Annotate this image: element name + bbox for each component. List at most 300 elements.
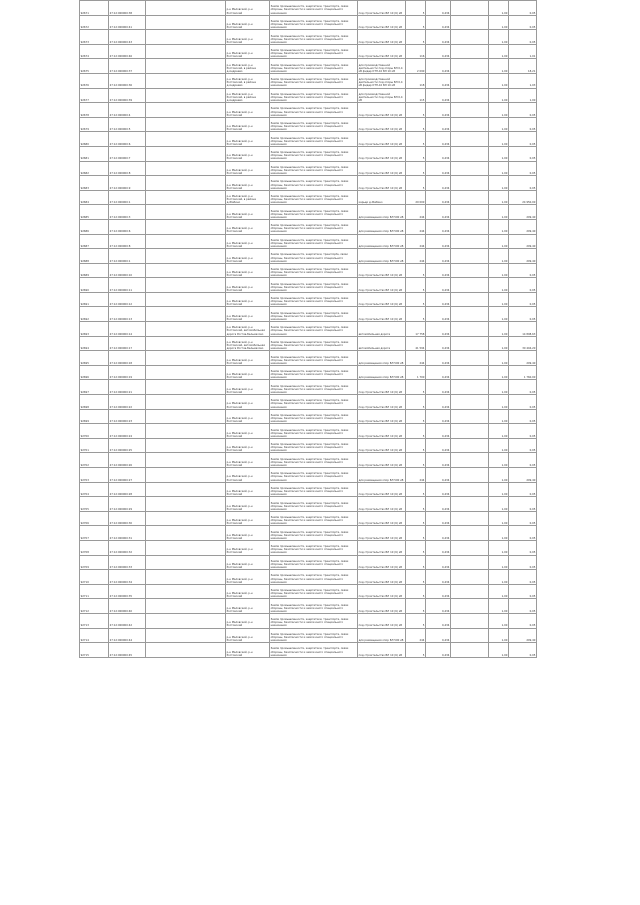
spacer-cell	[146, 409, 226, 424]
total-cell: 1 760,00	[509, 365, 537, 380]
value-cell	[451, 613, 489, 628]
area-cell: 5	[406, 103, 426, 118]
spacer-cell	[146, 336, 226, 351]
area-cell: 5	[406, 1, 426, 16]
area-cell: 244	[406, 219, 426, 234]
total-cell: 24 950,00	[509, 190, 537, 205]
district-cell: р-н Маловский, р-н Ростовский	[226, 161, 270, 176]
value-cell	[451, 132, 489, 147]
district-cell: р-н Маловский, р-н Ростовский, в районе д.Жабино	[226, 190, 270, 205]
area-cell: 1 700	[406, 365, 426, 380]
coefficient-cell: 1,00	[489, 555, 509, 570]
value-cell	[451, 380, 489, 395]
value-cell	[451, 278, 489, 293]
land-category-cell: Земли промышленности, энергетики, транспорта, связи обороны, безопасности и земли иного специального назначения	[270, 409, 358, 424]
district-cell: р-н Маловский, р-н Ростовский	[226, 103, 270, 118]
permitted-use-cell: под строительство ВЛ 10 (6) кВ	[358, 132, 406, 147]
rate-cell: 0,434	[426, 322, 451, 337]
value-cell	[451, 628, 489, 643]
coefficient-cell: 1,00	[489, 643, 509, 658]
cadastral-code-cell: 27:12:000000:29	[109, 497, 146, 512]
permitted-use-cell: для размещения опор ВЛ 500 кВ	[358, 249, 406, 264]
district-cell: р-н Маловский, р-н Ростовский	[226, 278, 270, 293]
rate-cell: 0,434	[426, 409, 451, 424]
total-cell: 0,05	[509, 409, 537, 424]
value-cell	[451, 249, 489, 264]
district-cell: р-н Маловский, р-н Ростовский	[226, 497, 270, 512]
land-category-cell: Земли промышленности, энергетики, транспорта, связи обороны, безопасности и земли иного специального назначения	[270, 88, 358, 103]
coefficient-cell: 1,00	[489, 15, 509, 30]
coefficient-cell: 1,00	[489, 44, 509, 59]
permitted-use-cell: под строительство ВЛ 10 (6) кВ	[358, 15, 406, 30]
spacer-cell	[146, 249, 226, 264]
coefficient-cell: 1,00	[489, 409, 509, 424]
row-number-cell: 92714	[80, 628, 109, 643]
land-category-cell: Земли промышленности, энергетики, транспорта, связи обороны, безопасности и земли иного специального назначения	[270, 161, 358, 176]
area-cell: 244	[406, 468, 426, 483]
permitted-use-cell: под строительство ВЛ 10 (6) кВ	[358, 292, 406, 307]
land-category-cell: Земли промышленности, энергетики, транспорта, связи обороны, безопасности и земли иного специального назначения	[270, 526, 358, 541]
total-cell: 1,00	[509, 88, 537, 103]
cadastral-code-cell: 27:12:000000:4	[109, 103, 146, 118]
area-cell: 5	[406, 613, 426, 628]
cadastral-code-cell: 27:12:000000:36	[109, 73, 146, 88]
permitted-use-cell: под строительство ВЛ 10 (6) кВ	[358, 555, 406, 570]
area-cell: 5	[406, 526, 426, 541]
cadastral-code-cell: 27:12:000000:6	[109, 219, 146, 234]
table-row	[80, 249, 537, 264]
table-row	[80, 205, 537, 220]
rate-cell: 0,434	[426, 540, 451, 555]
table-row	[80, 307, 537, 322]
value-cell	[451, 30, 489, 45]
spacer-cell	[146, 380, 226, 395]
table-row	[80, 278, 537, 293]
cadastral-code-cell: 27:12:000000:13	[109, 307, 146, 322]
district-cell: р-н Маловский, р-н Ростовский	[226, 30, 270, 45]
permitted-use-cell: под строительство ВЛ 10 (6) кВ	[358, 643, 406, 658]
value-cell	[451, 351, 489, 366]
land-category-cell: Земли промышленности, энергетики, транспорта, связи обороны, безопасности и земли иного специального назначения	[270, 278, 358, 293]
row-number-cell: 92673	[80, 30, 109, 45]
area-cell: 5	[406, 424, 426, 439]
area-cell: 5	[406, 643, 426, 658]
rate-cell: 0,434	[426, 190, 451, 205]
permitted-use-cell: карьер д.Жабино	[358, 190, 406, 205]
row-number-cell: 92696	[80, 365, 109, 380]
value-cell	[451, 146, 489, 161]
spacer-cell	[146, 424, 226, 439]
coefficient-cell: 1,00	[489, 322, 509, 337]
rate-cell: 0,434	[426, 30, 451, 45]
land-category-cell: Земли промышленности, энергетики, транспорта, связи обороны, безопасности и земли иного специального назначения	[270, 103, 358, 118]
area-cell: 244	[406, 234, 426, 249]
area-cell: 5	[406, 570, 426, 585]
land-category-cell: Земли промышленности, энергетики, транспорта, связи обороны, безопасности и земли иного специального назначения	[270, 540, 358, 555]
land-category-cell: Земли промышленности, энергетики, транспорта, связи обороны, безопасности и земли иного специального назначения	[270, 438, 358, 453]
total-cell: 0,05	[509, 613, 537, 628]
coefficient-cell: 1,00	[489, 336, 509, 351]
permitted-use-cell: автомобильная дорога	[358, 336, 406, 351]
value-cell	[451, 643, 489, 658]
cadastral-code-cell: 27:12:000000:38	[109, 1, 146, 16]
spacer-cell	[146, 132, 226, 147]
rate-cell: 0,434	[426, 59, 451, 74]
table-row	[80, 117, 537, 132]
spacer-cell	[146, 176, 226, 191]
area-cell: 244	[406, 205, 426, 220]
spacer-cell	[146, 219, 226, 234]
cadastral-code-cell: 27:12:000000:34	[109, 570, 146, 585]
area-cell: 29 000	[406, 190, 426, 205]
row-number-cell: 92704	[80, 482, 109, 497]
area-cell: 5	[406, 540, 426, 555]
cadastral-code-cell: 27:12:000000:10	[109, 263, 146, 278]
area-cell: 244	[406, 351, 426, 366]
total-cell: 0,05	[509, 15, 537, 30]
land-category-cell: Земли промышленности, энергетики, транспорта, связи обороны, безопасности и земли иного специального назначения	[270, 511, 358, 526]
district-cell: р-н Маловский, р-н Ростовский	[226, 234, 270, 249]
area-cell: 5	[406, 278, 426, 293]
table-row	[80, 234, 537, 249]
row-number-cell: 92708	[80, 540, 109, 555]
rate-cell: 0,434	[426, 117, 451, 132]
rate-cell: 0,434	[426, 584, 451, 599]
cadastral-code-cell: 27:12:000000:23	[109, 409, 146, 424]
table-row	[80, 88, 537, 103]
land-category-cell: Земли промышленности, энергетики, транспорta, связи обороны, безопасности и земли иного специального назначения	[270, 249, 358, 264]
total-cell: 209,40	[509, 219, 537, 234]
coefficient-cell: 1,00	[489, 599, 509, 614]
spacer-cell	[146, 453, 226, 468]
value-cell	[451, 176, 489, 191]
row-number-cell: 92691	[80, 292, 109, 307]
cadastral-code-cell: 27:12:000000:42	[109, 613, 146, 628]
spacer-cell	[146, 351, 226, 366]
land-category-cell: Земли промышленности, энергетики, транспорта, связи обороны, безопасности и земли иного специального назначения	[270, 234, 358, 249]
district-cell: р-н Маловский, р-н Ростовский, в районе д.Андреево	[226, 59, 270, 74]
total-cell: 0,05	[509, 555, 537, 570]
spacer-cell	[146, 205, 226, 220]
coefficient-cell: 1,00	[489, 88, 509, 103]
spacer-cell	[146, 438, 226, 453]
district-cell: р-н Маловский, р-н Ростовский	[226, 132, 270, 147]
row-number-cell: 92676	[80, 73, 109, 88]
permitted-use-cell: под строительство ВЛ 10 (6) кВ	[358, 278, 406, 293]
row-number-cell: 92701	[80, 438, 109, 453]
table-row	[80, 219, 537, 234]
district-cell: р-н Маловский, р-н Ростовский	[226, 613, 270, 628]
coefficient-cell: 1,00	[489, 205, 509, 220]
total-cell: 0,05	[509, 161, 537, 176]
coefficient-cell: 1,00	[489, 161, 509, 176]
rate-cell: 0,434	[426, 424, 451, 439]
spacer-cell	[146, 643, 226, 658]
total-cell: 0,05	[509, 146, 537, 161]
row-number-cell: 92671	[80, 1, 109, 16]
spacer-cell	[146, 190, 226, 205]
table-row	[80, 322, 537, 337]
value-cell	[451, 482, 489, 497]
coefficient-cell: 1,00	[489, 292, 509, 307]
permitted-use-cell: под строительство ВЛ 10 (6) кВ	[358, 307, 406, 322]
land-category-cell: Земли промышленности, энергетики, транспорта, связи обороны, безопасности и земли иного специального назначения	[270, 497, 358, 512]
cadastral-code-cell: 27:12:000000:17	[109, 336, 146, 351]
row-number-cell: 92705	[80, 497, 109, 512]
rate-cell: 0,434	[426, 249, 451, 264]
table-row	[80, 263, 537, 278]
table-row	[80, 30, 537, 45]
table-row	[80, 409, 537, 424]
cadastral-code-cell: 27:12:000000:12	[109, 292, 146, 307]
table-row	[80, 380, 537, 395]
value-cell	[451, 190, 489, 205]
area-cell: 115	[406, 88, 426, 103]
spacer-cell	[146, 322, 226, 337]
total-cell: 0,05	[509, 30, 537, 45]
district-cell: р-н Маловский, р-н Ростовский	[226, 511, 270, 526]
coefficient-cell: 1,00	[489, 438, 509, 453]
table-row	[80, 59, 537, 74]
spacer-cell	[146, 540, 226, 555]
land-category-cell: Земли промышленности, энергетики, транспорта, связи обороны, безопасности и земли иного специального назначения	[270, 190, 358, 205]
spacer-cell	[146, 365, 226, 380]
cadastral-code-cell: 27:12:000000:6	[109, 132, 146, 147]
spacer-cell	[146, 395, 226, 410]
area-cell: 5	[406, 161, 426, 176]
cadastral-code-cell: 27:12:000000:22	[109, 395, 146, 410]
rate-cell: 0,434	[426, 365, 451, 380]
cadastral-code-cell: 27:12:000000:30	[109, 511, 146, 526]
row-number-cell: 92710	[80, 570, 109, 585]
coefficient-cell: 1,00	[489, 526, 509, 541]
permitted-use-cell: под строительство ВЛ 10 (6) кВ	[358, 146, 406, 161]
table-row	[80, 190, 537, 205]
cadastral-code-cell: 27:12:000000:28	[109, 482, 146, 497]
table-row	[80, 1, 537, 16]
land-category-cell: Земли промышленности, энергетики, транспорта, связи обороны, безопасности и земли иного специального назначения	[270, 176, 358, 191]
permitted-use-cell: для размещения опор ВЛ 500 кВ	[358, 205, 406, 220]
district-cell: р-н Маловский, р-н Ростовский	[226, 453, 270, 468]
total-cell: 0,05	[509, 176, 537, 191]
table-row	[80, 497, 537, 512]
spacer-cell	[146, 278, 226, 293]
table-row	[80, 365, 537, 380]
cadastral-code-cell: 27:12:000000:45	[109, 643, 146, 658]
total-cell: 0,05	[509, 103, 537, 118]
rate-cell: 0,434	[426, 468, 451, 483]
coefficient-cell: 1,00	[489, 278, 509, 293]
area-cell: 17 758	[406, 322, 426, 337]
cadastral-code-cell: 27:12:000000:44	[109, 628, 146, 643]
row-number-cell: 92702	[80, 453, 109, 468]
cadastral-code-cell: 27:12:000000:1	[109, 190, 146, 205]
area-cell: 244	[406, 628, 426, 643]
district-cell: р-н Маловский, р-н Ростовский	[226, 643, 270, 658]
coefficient-cell: 1,00	[489, 103, 509, 118]
table-row	[80, 584, 537, 599]
coefficient-cell: 1,00	[489, 190, 509, 205]
table-row	[80, 395, 537, 410]
row-number-cell: 92695	[80, 351, 109, 366]
coefficient-cell: 1,00	[489, 424, 509, 439]
land-category-cell: Земли промышленности, энергетики, транспорта, связи обороны, безопасности и земли иного специального назначения	[270, 44, 358, 59]
spacer-cell	[146, 73, 226, 88]
spacer-cell	[146, 117, 226, 132]
permitted-use-cell: под строительство ВЛ 10 (6) кВ	[358, 395, 406, 410]
land-category-cell: Земли промышленности, энергетики, транспорта, связи обороны, безопасности и земли иного специального назначения	[270, 351, 358, 366]
area-cell: 5	[406, 497, 426, 512]
area-cell: 5	[406, 380, 426, 395]
row-number-cell: 92672	[80, 15, 109, 30]
coefficient-cell: 1,00	[489, 453, 509, 468]
total-cell: 30 404,20	[509, 336, 537, 351]
district-cell: р-н Маловский, р-н Ростовский	[226, 570, 270, 585]
coefficient-cell: 1,00	[489, 176, 509, 191]
rate-cell: 0,434	[426, 438, 451, 453]
total-cell: 1,01	[509, 44, 537, 59]
district-cell: р-н Маловский, р-н Ростовский	[226, 555, 270, 570]
total-cell: 0,05	[509, 511, 537, 526]
row-number-cell: 92694	[80, 336, 109, 351]
district-cell: р-н Маловский, р-н Ростовский	[226, 1, 270, 16]
value-cell	[451, 73, 489, 88]
total-cell: 0,05	[509, 292, 537, 307]
value-cell	[451, 44, 489, 59]
coefficient-cell: 1,00	[489, 234, 509, 249]
rate-cell: 0,434	[426, 497, 451, 512]
area-cell: 5	[406, 482, 426, 497]
spacer-cell	[146, 628, 226, 643]
total-cell: 0,05	[509, 453, 537, 468]
total-cell: 209,40	[509, 249, 537, 264]
value-cell	[451, 365, 489, 380]
row-number-cell: 92678	[80, 103, 109, 118]
land-category-cell: Земли промышленности, энергетики, транспорта, связи обороны, безопасности и земли иного специального назначения	[270, 322, 358, 337]
cadastral-code-cell: 27:12:000000:35	[109, 584, 146, 599]
land-category-cell: Земли промышленности, энергетики, транспорта, связи обороны, безопасности и земли иного специального назначения	[270, 1, 358, 16]
area-cell: 5	[406, 292, 426, 307]
cadastral-code-cell: 27:12:000000:8	[109, 161, 146, 176]
permitted-use-cell: для производственной деятельности под опоры ВЛ 0,4 кВ фидер КТП-10 ВЛ 10 кВ	[358, 59, 406, 74]
cadastral-code-cell: 27:12:000000:21	[109, 380, 146, 395]
district-cell: р-н Маловский, р-н Ростовский	[226, 307, 270, 322]
coefficient-cell: 1,00	[489, 540, 509, 555]
row-number-cell: 92689	[80, 263, 109, 278]
value-cell	[451, 59, 489, 74]
row-number-cell: 92687	[80, 234, 109, 249]
table-row	[80, 643, 537, 658]
value-cell	[451, 468, 489, 483]
value-cell	[451, 438, 489, 453]
land-category-cell: Земли промышленности, энергетики, транспорта, связи обороны, безопасности и земли иного специального назначения	[270, 555, 358, 570]
permitted-use-cell: под строительство ВЛ 10 (6) кВ	[358, 424, 406, 439]
cadastral-code-cell: 27:12:000000:32	[109, 540, 146, 555]
area-cell: 5	[406, 409, 426, 424]
land-category-cell: Земли промышленности, энергетики, транспорта, связи обороны, безопасности и земли иного специального назначения	[270, 380, 358, 395]
land-category-cell: Земли промышленности, энергетики, транспорта, связи обороны, безопасности и земли иного специального назначения	[270, 424, 358, 439]
permitted-use-cell: для производственной деятельности под опоры ВЛ 0,4 кВ	[358, 88, 406, 103]
table-row	[80, 555, 537, 570]
land-category-cell: Земли промышленности, энергетики, транспорта, связи обороны, безопасности и земли иного специального назначения	[270, 307, 358, 322]
land-category-cell: Земли промышленности, энергетики, транспорта, связи обороны, безопасности и земли иного специального назначения	[270, 570, 358, 585]
value-cell	[451, 322, 489, 337]
total-cell: 0,05	[509, 380, 537, 395]
spacer-cell	[146, 30, 226, 45]
table-row	[80, 482, 537, 497]
rate-cell: 0,434	[426, 482, 451, 497]
table-row	[80, 132, 537, 147]
spacer-cell	[146, 1, 226, 16]
permitted-use-cell: под строительство ВЛ 10 (6) кВ	[358, 409, 406, 424]
total-cell: 0,05	[509, 438, 537, 453]
cadastral-code-cell: 27:12:000000:14	[109, 322, 146, 337]
rate-cell: 0,434	[426, 380, 451, 395]
district-cell: р-н Маловский, р-н Ростовский	[226, 44, 270, 59]
rate-cell: 0,434	[426, 336, 451, 351]
land-category-cell: Земли промышленности, энергетики, транспорта, связи обороны, безопасности и земли иного специального назначения	[270, 59, 358, 74]
district-cell: р-н Маловский, р-н Ростовский	[226, 117, 270, 132]
area-cell: 5	[406, 584, 426, 599]
cadastral-code-cell: 27:12:000000:24	[109, 424, 146, 439]
row-number-cell: 92684	[80, 190, 109, 205]
land-category-cell: Земли промышленности, энергетики, транспорта, связи обороны, безопасности и земли иного специального назначения	[270, 628, 358, 643]
row-number-cell: 92713	[80, 613, 109, 628]
coefficient-cell: 1,00	[489, 219, 509, 234]
district-cell: р-н Маловский, р-н Ростовский	[226, 249, 270, 264]
value-cell	[451, 205, 489, 220]
coefficient-cell: 1,00	[489, 365, 509, 380]
table-row	[80, 453, 537, 468]
rate-cell: 0,434	[426, 395, 451, 410]
coefficient-cell: 1,00	[489, 351, 509, 366]
spacer-cell	[146, 526, 226, 541]
area-cell: 41 594	[406, 336, 426, 351]
row-number-cell: 92700	[80, 424, 109, 439]
cadastral-code-cell: 27:12:000000:18	[109, 351, 146, 366]
total-cell: 209,40	[509, 351, 537, 366]
value-cell	[451, 219, 489, 234]
area-cell: 5	[406, 395, 426, 410]
row-number-cell: 92699	[80, 409, 109, 424]
rate-cell: 0,434	[426, 599, 451, 614]
district-cell: р-н Маловский, р-н Ростовский	[226, 526, 270, 541]
permitted-use-cell: под строительство ВЛ 10 (6) кВ	[358, 161, 406, 176]
rate-cell: 0,434	[426, 628, 451, 643]
district-cell: р-н Маловский, р-н Ростовский	[226, 219, 270, 234]
total-cell: 14 898,63	[509, 322, 537, 337]
row-number-cell: 92709	[80, 555, 109, 570]
row-number-cell: 92674	[80, 44, 109, 59]
rate-cell: 0,434	[426, 292, 451, 307]
district-cell: р-н Маловский, р-н Ростовский	[226, 584, 270, 599]
value-cell	[451, 540, 489, 555]
permitted-use-cell: под строительство ВЛ 10 (6) кВ	[358, 103, 406, 118]
permitted-use-cell: под строительство ВЛ 10 (6) кВ	[358, 497, 406, 512]
total-cell: 0,05	[509, 424, 537, 439]
coefficient-cell: 1,00	[489, 570, 509, 585]
table-row	[80, 15, 537, 30]
cadastral-code-cell: 27:12:000000:11	[109, 278, 146, 293]
district-cell: р-н Маловский, р-н Ростовский	[226, 424, 270, 439]
permitted-use-cell: под строительство ВЛ 10 (6) кВ	[358, 584, 406, 599]
coefficient-cell: 1,00	[489, 380, 509, 395]
value-cell	[451, 1, 489, 16]
district-cell: р-н Маловский, р-н Ростовский	[226, 205, 270, 220]
land-category-cell: Земли промышленности, энергетики, транспорта, связи обороны, безопасности и земли иного специального назначения	[270, 146, 358, 161]
coefficient-cell: 1,00	[489, 628, 509, 643]
spacer-cell	[146, 146, 226, 161]
